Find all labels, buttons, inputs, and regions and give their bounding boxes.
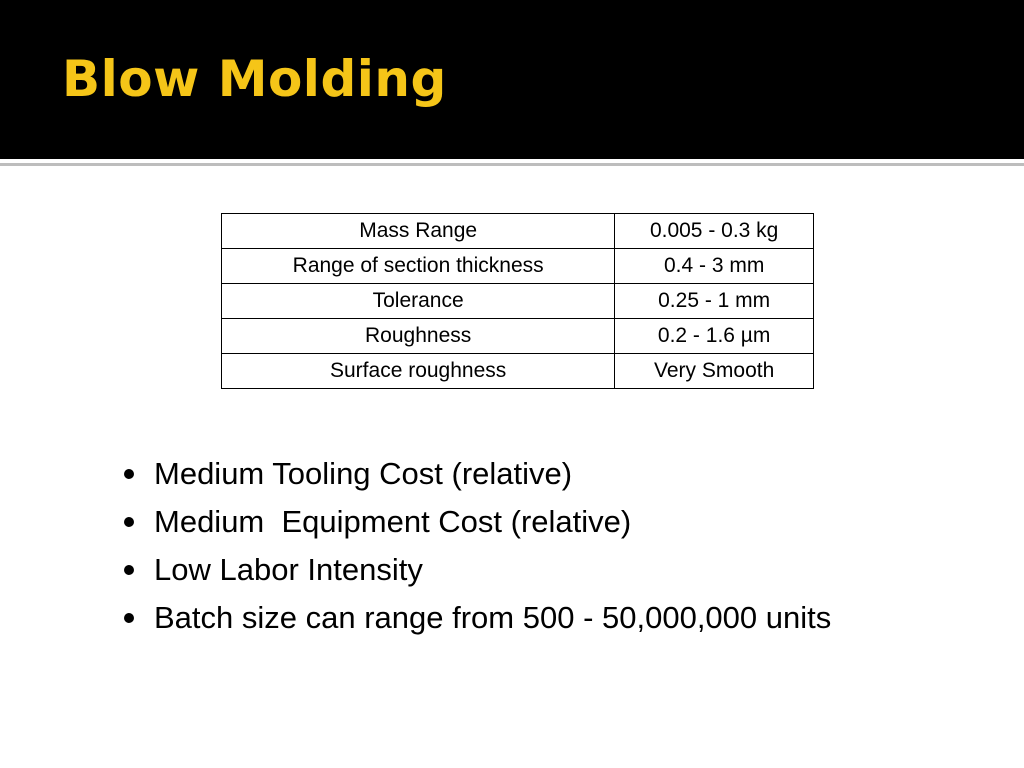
property-name-cell: Surface roughness	[222, 354, 615, 389]
property-name-cell: Range of section thickness	[222, 249, 615, 284]
property-name-cell: Roughness	[222, 319, 615, 354]
property-value-cell: 0.4 - 3 mm	[615, 249, 814, 284]
property-value-cell: 0.005 - 0.3 kg	[615, 214, 814, 249]
title-divider	[0, 163, 1024, 166]
bullet-item	[116, 548, 831, 596]
property-value-cell: Very Smooth	[615, 354, 814, 389]
bullet-dot-icon	[124, 565, 134, 575]
bullet-text: Batch size can range from 500 - 50,000,000 units	[154, 600, 832, 635]
property-value-cell: 0.2 - 1.6 µm	[615, 319, 814, 354]
bullet-dot-icon	[124, 517, 134, 527]
process-properties-table	[221, 213, 814, 389]
bullet-text: Medium Tooling Cost (relative)	[154, 456, 573, 491]
bullet-dot-icon	[124, 613, 134, 623]
slide-title: Blow Molding	[62, 50, 447, 108]
bullet-text: Medium Equipment Cost (relative)	[154, 504, 632, 539]
table-row	[222, 284, 814, 319]
property-value-cell: 0.25 - 1 mm	[615, 284, 814, 319]
table-row	[222, 354, 814, 389]
bullet-list	[116, 452, 831, 644]
bullet-item	[116, 500, 831, 548]
bullet-dot-icon	[124, 469, 134, 479]
table-row	[222, 319, 814, 354]
bullet-item	[116, 452, 831, 500]
table-row	[222, 214, 814, 249]
table-row	[222, 249, 814, 284]
bullet-item	[116, 596, 831, 644]
title-bar	[0, 0, 1024, 159]
bullet-text: Low Labor Intensity	[154, 552, 423, 587]
property-name-cell: Tolerance	[222, 284, 615, 319]
property-name-cell: Mass Range	[222, 214, 615, 249]
